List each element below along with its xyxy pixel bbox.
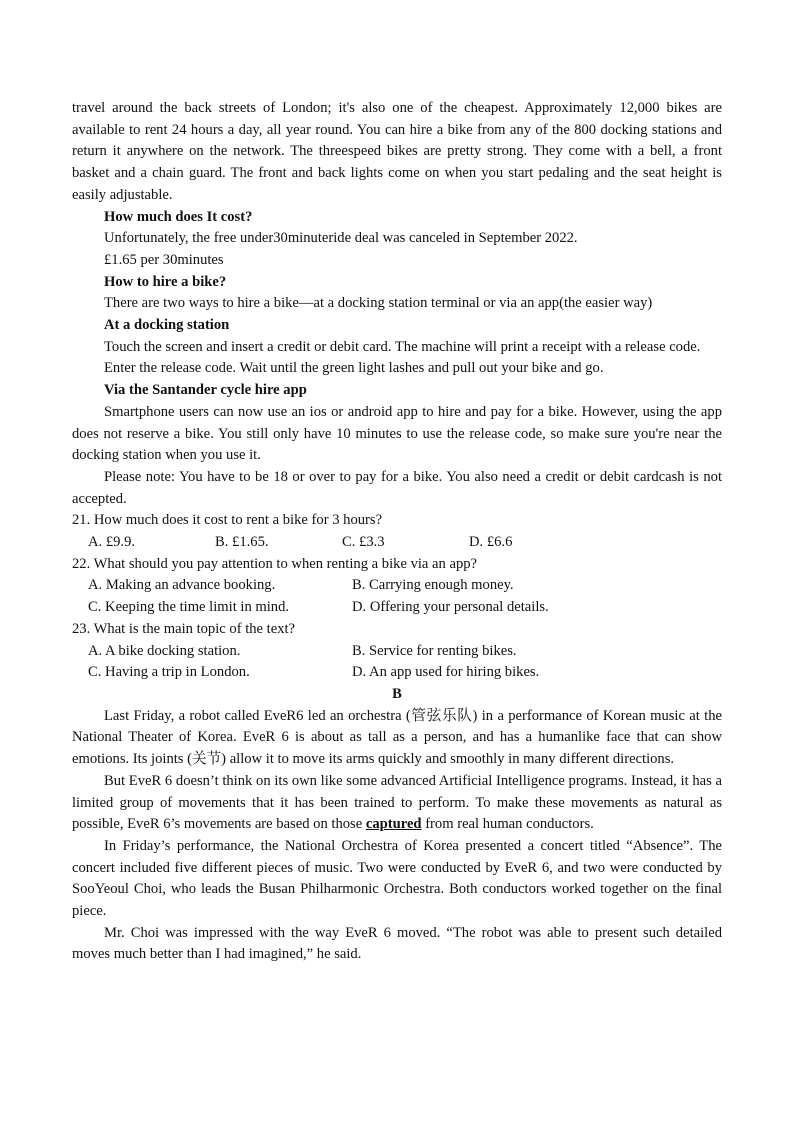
question-23-options-row-1 [72, 641, 722, 663]
note-text: Please note: You have to be 18 or over to pay for a bike. You also need a credit or debit cardcash is not accepted. [72, 468, 722, 507]
passage-b-paragraph-1: Last Friday, a robot called EveR6 led an orchestra (管弦乐队) in a performance of Korean music at the National Theater of Korea. EveR 6 is about as tall as a person, and has a humanlike face that can show emotions. Its joints (关节) allow it to move its arms quickly and smoothly in many different directions. [72, 707, 722, 768]
cost-heading: How much does It cost? [104, 208, 253, 225]
underlined-word-captured: captured [365, 816, 422, 833]
hire-heading: How to hire a bike? [104, 273, 227, 290]
question-23-option-b: B. Service for renting bikes. [352, 642, 517, 659]
question-21-option-a: A. £9.9. [88, 534, 136, 551]
dock-heading: At a docking station [104, 317, 230, 334]
question-22-option-c: C. Keeping the time limit in mind. [88, 599, 290, 616]
question-23-option-a: A. A bike docking station. [88, 642, 241, 659]
dock-text-1: Touch the screen and insert a credit or debit card. The machine will print a receipt with a release code. [104, 338, 701, 355]
passage-b-paragraph-4: Mr. Choi was impressed with the way EveR 6 moved. “The robot was able to present such detailed moves much better than I had imagined,” he said. [72, 924, 722, 963]
question-22-options-row-1 [72, 575, 722, 597]
question-23-option-d: D. An app used for hiring bikes. [352, 664, 540, 681]
dock-text-2: Enter the release code. Wait until the green light lashes and pull out your bike and go. [104, 360, 604, 377]
app-heading: Via the Santander cycle hire app [104, 382, 307, 399]
question-22-option-d: D. Offering your personal details. [352, 599, 549, 616]
question-21-stem: 21. How much does it cost to rent a bike for 3 hours? [72, 512, 383, 529]
paragraph-2-text-before: But EveR 6 doesn’t think on its own like some advanced Artificial Intelligence programs. Instead, it has a limited group of movements that it has been trained to perform. To make these movements as natural as possible, EveR 6’s movements are based on those [72, 772, 722, 833]
app-text: Smartphone users can now use an ios or android app to hire and pay for a bike. However, using the app does not reserve a bike. You still only have 10 minutes to use the release code, so make sure you're near the docking station when you use it. [72, 403, 722, 464]
question-22-stem: 22. What should you pay attention to when renting a bike via an app? [72, 555, 478, 572]
exam-page [72, 98, 722, 966]
question-21-options [72, 532, 722, 554]
question-23-stem: 23. What is the main topic of the text? [72, 620, 296, 637]
question-22-option-a: A. Making an advance booking. [88, 577, 276, 594]
cost-line-2: £1.65 per 30minutes [104, 251, 224, 268]
question-21-option-b: B. £1.65. [215, 534, 269, 551]
passage-a-intro: travel around the back streets of London; it's also one of the cheapest. Approximately 12,000 bikes are available to rent 24 hours a day, all year round. You can hire a bike from any of the 800 docking stations and return it anywhere on the network. The threespeed bikes are pretty strong. They come with a bell, a front basket and a chain guard. The front and back lights come on when you start pedaling and the seat height is easily adjustable. [72, 100, 722, 203]
passage-b-label: B [392, 685, 402, 702]
paragraph-2-text-after: from real human conductors. [421, 816, 594, 833]
question-22-options-row-2 [72, 597, 722, 619]
question-21-option-d: D. £6.6 [469, 534, 513, 551]
question-21-option-c: C. £3.3 [342, 534, 385, 551]
question-23-options-row-2 [72, 662, 722, 684]
passage-b-paragraph-2 [72, 771, 722, 836]
cost-line-1: Unfortunately, the free under30minuteride deal was canceled in September 2022. [104, 230, 578, 247]
passage-b-paragraph-3: In Friday’s performance, the National Orchestra of Korea presented a concert titled “Absence”. The concert included five different pieces of music. Two were conducted by EveR 6, and two were conducted by SooYeoul Choi, who leads the Busan Philharmonic Orchestra. Both conductors worked together on the final piece. [72, 837, 722, 920]
question-22-option-b: B. Carrying enough money. [352, 577, 514, 594]
hire-text: There are two ways to hire a bike—at a docking station terminal or via an app(the easier way) [104, 295, 653, 312]
question-23-option-c: C. Having a trip in London. [88, 664, 250, 681]
